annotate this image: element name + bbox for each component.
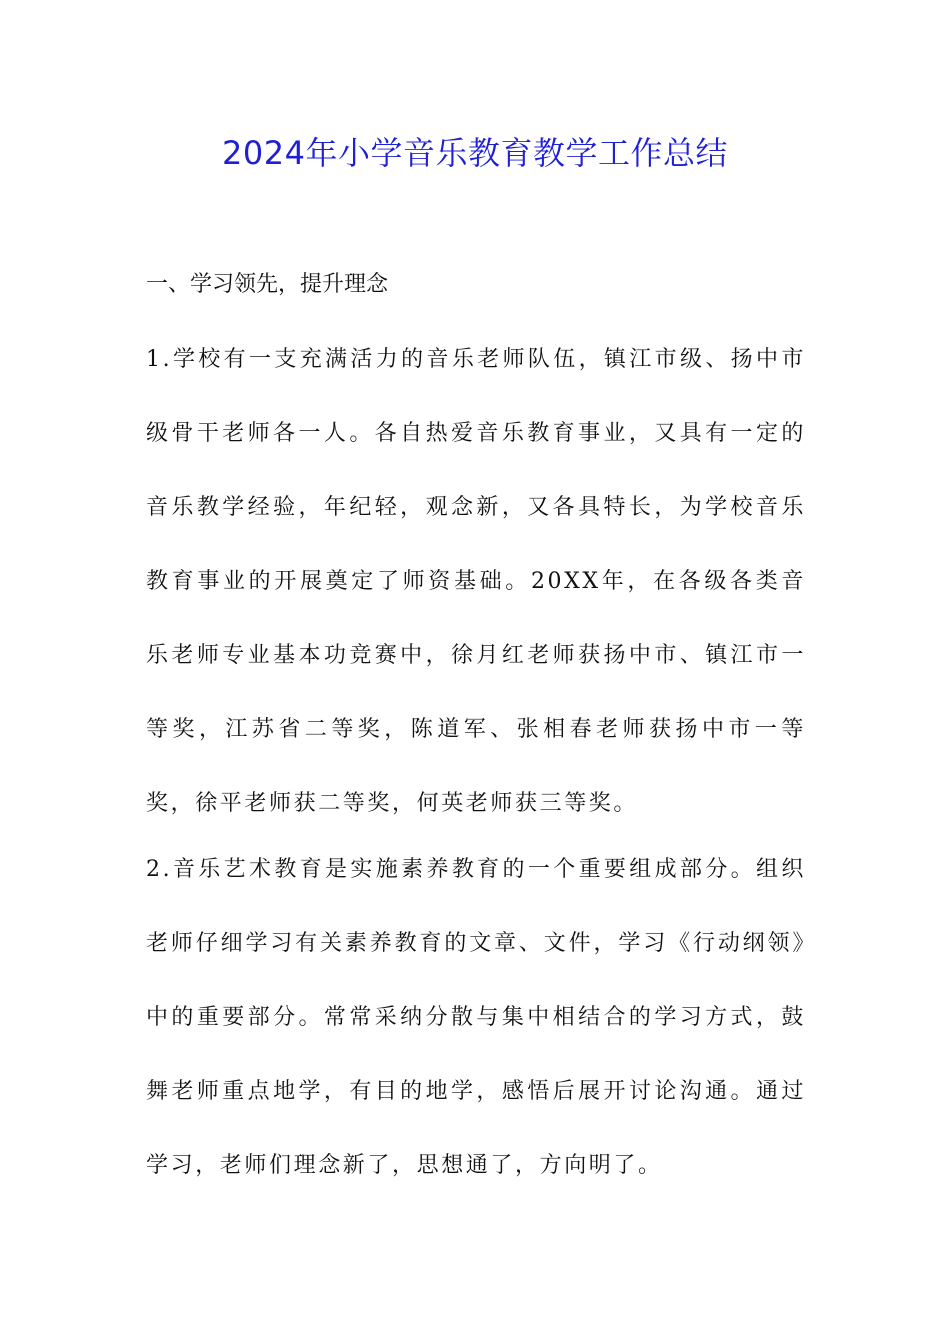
paragraph-2: 2.音乐艺术教育是实施素养教育的一个重要组成部分。组织老师仔细学习有关素养教育的文章、文件，学习《行动纲领》中的重要部分。常常采纳分散与集中相结合的学习方式，鼓舞老师重点地学，有目的地学，感悟后展开讨论沟通。通过学习，老师们理念新了，思想通了，方向明了。 (146, 857, 806, 1178)
document-title: 2024年小学音乐教育教学工作总结 (222, 134, 728, 172)
paragraph-1: 1.学校有一支充满活力的音乐老师队伍，镇江市级、扬中市级骨干老师各一人。各自热爱音乐教育事业，又具有一定的音乐教学经验，年纪轻，观念新，又各具特长，为学校音乐教育事业的开展奠定了师资基础。20XX年，在各级各类音乐老师专业基本功竞赛中，徐月红老师获扬中市、镇江市一等奖，江苏省二等奖，陈道军、张相春老师获扬中市一等奖，徐平老师获二等奖，何英老师获三等奖。 (146, 347, 806, 816)
section-heading: 一、学习领先，提升理念 (146, 272, 389, 297)
